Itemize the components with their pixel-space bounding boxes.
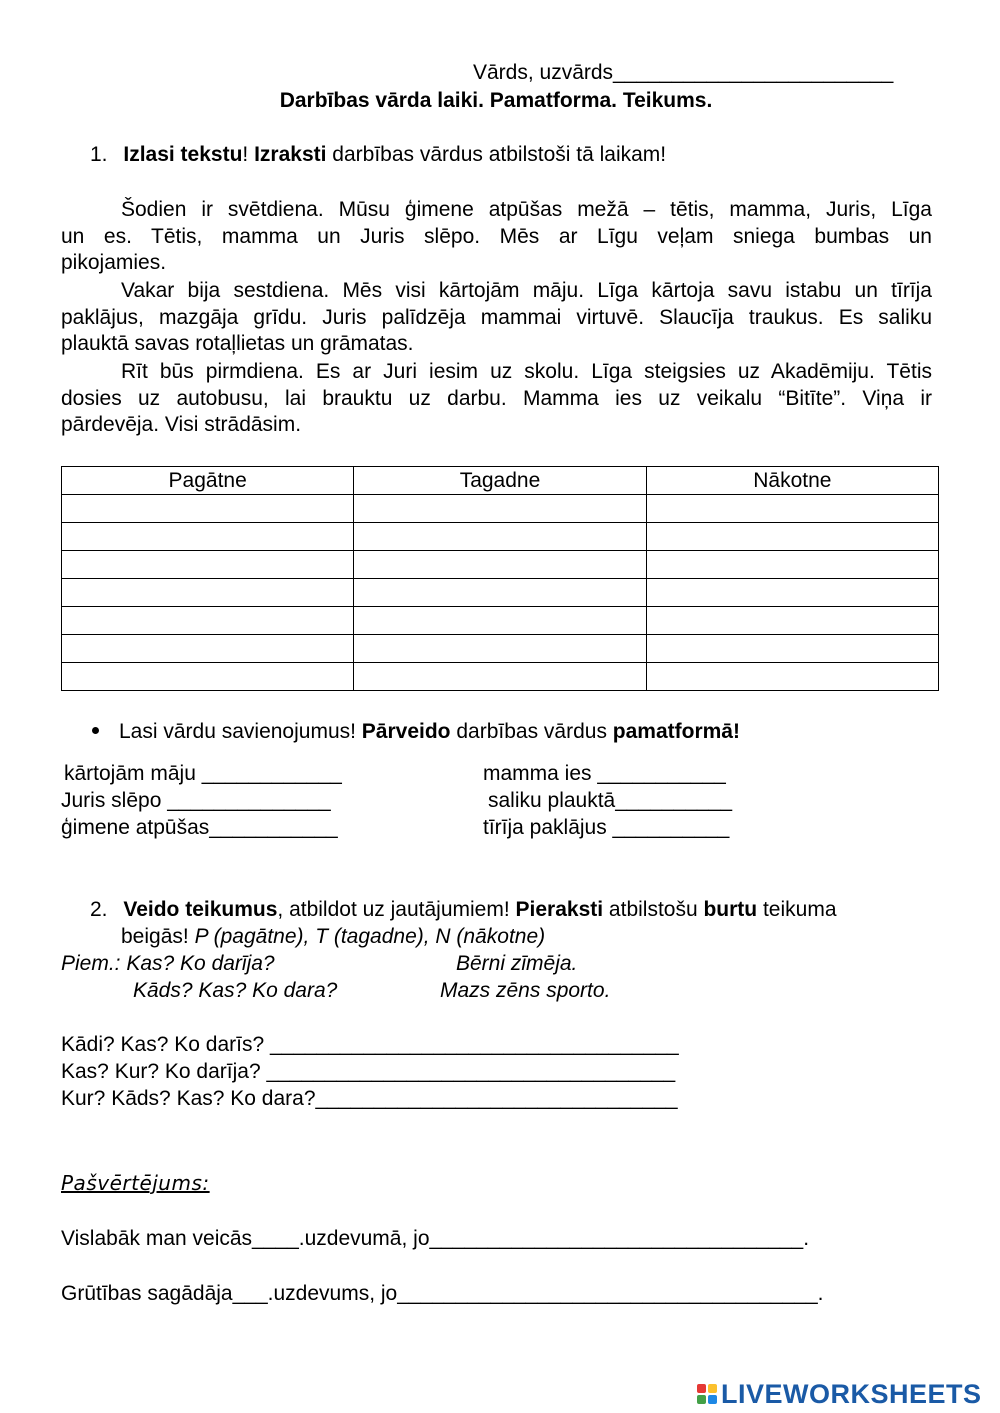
- answer-cell[interactable]: [646, 607, 938, 635]
- example-question-1: Piem.: Kas? Ko darīja?: [61, 952, 275, 975]
- table-row: [62, 607, 939, 635]
- bullet-bold: pamatformā!: [612, 720, 740, 743]
- task1-sep: !: [242, 143, 255, 166]
- self-assessment-title: Pašvērtējums:: [61, 1171, 210, 1195]
- task1-rest: darbības vārdus atbilstoši tā laikam!: [326, 143, 667, 166]
- logo-blocks-icon: [697, 1384, 717, 1404]
- story-line: pārdevēja. Visi strādāsim.: [61, 413, 302, 436]
- story-line: Šodien ir svētdiena. Mūsu ģimene atpūšas mežā – tētis, mamma, Juris, Līga: [121, 198, 932, 221]
- answer-cell[interactable]: [62, 635, 354, 663]
- answer-cell[interactable]: [62, 495, 354, 523]
- answer-cell[interactable]: [62, 551, 354, 579]
- example-answer-2: Mazs zēns sporto.: [440, 979, 611, 1002]
- task2-bold: burtu: [703, 898, 758, 921]
- task2-text: teikuma: [757, 898, 837, 921]
- story-line: Vakar bija sestdiena. Mēs visi kārtojām māju. Līga kārtoja savu istabu un tīrīja: [121, 279, 932, 302]
- task2-instruction: [90, 897, 837, 923]
- task2-text: atbilstošu: [603, 898, 704, 921]
- answer-cell[interactable]: [646, 523, 938, 551]
- logo-block: [697, 1384, 706, 1393]
- logo-block: [708, 1384, 717, 1393]
- answer-cell[interactable]: [354, 523, 646, 551]
- phrase-blank[interactable]: ģimene atpūšas___________: [61, 816, 338, 839]
- liveworksheets-logo: [697, 1376, 982, 1412]
- sentence-question[interactable]: Kādi? Kas? Ko darīs? ___________________________________: [61, 1033, 679, 1056]
- header-present: Tagadne: [354, 467, 646, 495]
- self-assessment-line[interactable]: Vislabāk man veicās____.uzdevumā, jo________________________________.: [61, 1227, 810, 1250]
- example-question-2: Kāds? Kas? Ko dara?: [133, 979, 338, 1002]
- example-answer-1: Bērni zīmēja.: [456, 952, 578, 975]
- answer-cell[interactable]: [646, 551, 938, 579]
- sentence-question[interactable]: Kas? Kur? Ko darīja? ___________________________________: [61, 1060, 676, 1083]
- answer-cell[interactable]: [62, 607, 354, 635]
- task1-number: 1.: [90, 143, 108, 166]
- task2-legend: P (pagātne), T (tagadne), N (nākotne): [194, 925, 546, 948]
- story-line: paklājus, mazgāja grīdu. Juris palīdzēja mammai virtuvē. Slaucīja traukus. Es saliku: [61, 306, 932, 329]
- phrase-blank[interactable]: tīrīja paklājus __________: [483, 816, 730, 839]
- phrase-blank[interactable]: saliku plauktā__________: [488, 789, 733, 812]
- task1-instruction: [90, 142, 666, 168]
- answer-cell[interactable]: [646, 579, 938, 607]
- phrase-blank[interactable]: kārtojām māju ____________: [64, 762, 342, 785]
- tense-table: [61, 466, 939, 691]
- answer-cell[interactable]: [62, 523, 354, 551]
- logo-block: [708, 1395, 717, 1404]
- header-future: Nākotne: [646, 467, 938, 495]
- task2-instruction-line2: [121, 924, 545, 950]
- answer-cell[interactable]: [354, 551, 646, 579]
- table-row: [62, 663, 939, 691]
- page-title: Darbības vārda laiki. Pamatforma. Teikums.: [279, 89, 713, 112]
- task1-extract: Izraksti: [254, 143, 327, 166]
- sentence-question[interactable]: Kur? Kāds? Kas? Ko dara?_______________________________: [61, 1087, 678, 1110]
- task2-text: beigās!: [121, 925, 195, 948]
- answer-cell[interactable]: [354, 495, 646, 523]
- table-row: [62, 551, 939, 579]
- story-line: un es. Tētis, mamma un Juris slēpo. Mēs ar Līgu veļam sniega bumbas un: [61, 225, 932, 248]
- bullet-dot-icon: [92, 727, 99, 734]
- bullet-bold: Pārveido: [361, 720, 451, 743]
- answer-cell[interactable]: [62, 663, 354, 691]
- table-row: [62, 523, 939, 551]
- task1-read-text: Izlasi tekstu: [123, 143, 243, 166]
- answer-cell[interactable]: [354, 607, 646, 635]
- phrase-blank[interactable]: Juris slēpo ______________: [61, 789, 331, 812]
- answer-cell[interactable]: [354, 579, 646, 607]
- name-field-label: Vārds, uzvārds________________________: [473, 61, 894, 84]
- phrase-blank[interactable]: mamma ies ___________: [483, 762, 726, 785]
- story-line: plauktā savas rotaļlietas un grāmatas.: [61, 332, 414, 355]
- table-row: [62, 635, 939, 663]
- tense-table-header: [62, 467, 939, 495]
- story-line: dosies uz autobusu, lai brauktu uz darbu. Mamma ies uz veikalu “Bitīte”. Viņa ir: [61, 387, 932, 410]
- task2-number: 2.: [90, 898, 108, 921]
- answer-cell[interactable]: [354, 635, 646, 663]
- header-past: Pagātne: [62, 467, 354, 495]
- answer-cell[interactable]: [646, 495, 938, 523]
- story-line: pikojamies.: [61, 251, 167, 274]
- task2-bold: Veido teikumus: [123, 898, 278, 921]
- task2-text: , atbildot uz jautājumiem!: [277, 898, 516, 921]
- story-line: Rīt būs pirmdiena. Es ar Juri iesim uz skolu. Līga steigsies uz Akadēmiju. Tētis: [121, 360, 932, 383]
- task2-bold: Pieraksti: [515, 898, 604, 921]
- answer-cell[interactable]: [646, 663, 938, 691]
- logo-block: [697, 1395, 706, 1404]
- table-row: [62, 495, 939, 523]
- logo-text: LIVEWORKSHEETS: [721, 1378, 982, 1409]
- bullet-instruction: [92, 719, 740, 745]
- bullet-text: darbības vārdus: [450, 720, 613, 743]
- bullet-text: Lasi vārdu savienojumus!: [119, 720, 362, 743]
- answer-cell[interactable]: [646, 635, 938, 663]
- answer-cell[interactable]: [354, 663, 646, 691]
- answer-cell[interactable]: [62, 579, 354, 607]
- table-row: [62, 579, 939, 607]
- self-assessment-line[interactable]: Grūtības sagādāja___.uzdevums, jo____________________________________.: [61, 1282, 824, 1305]
